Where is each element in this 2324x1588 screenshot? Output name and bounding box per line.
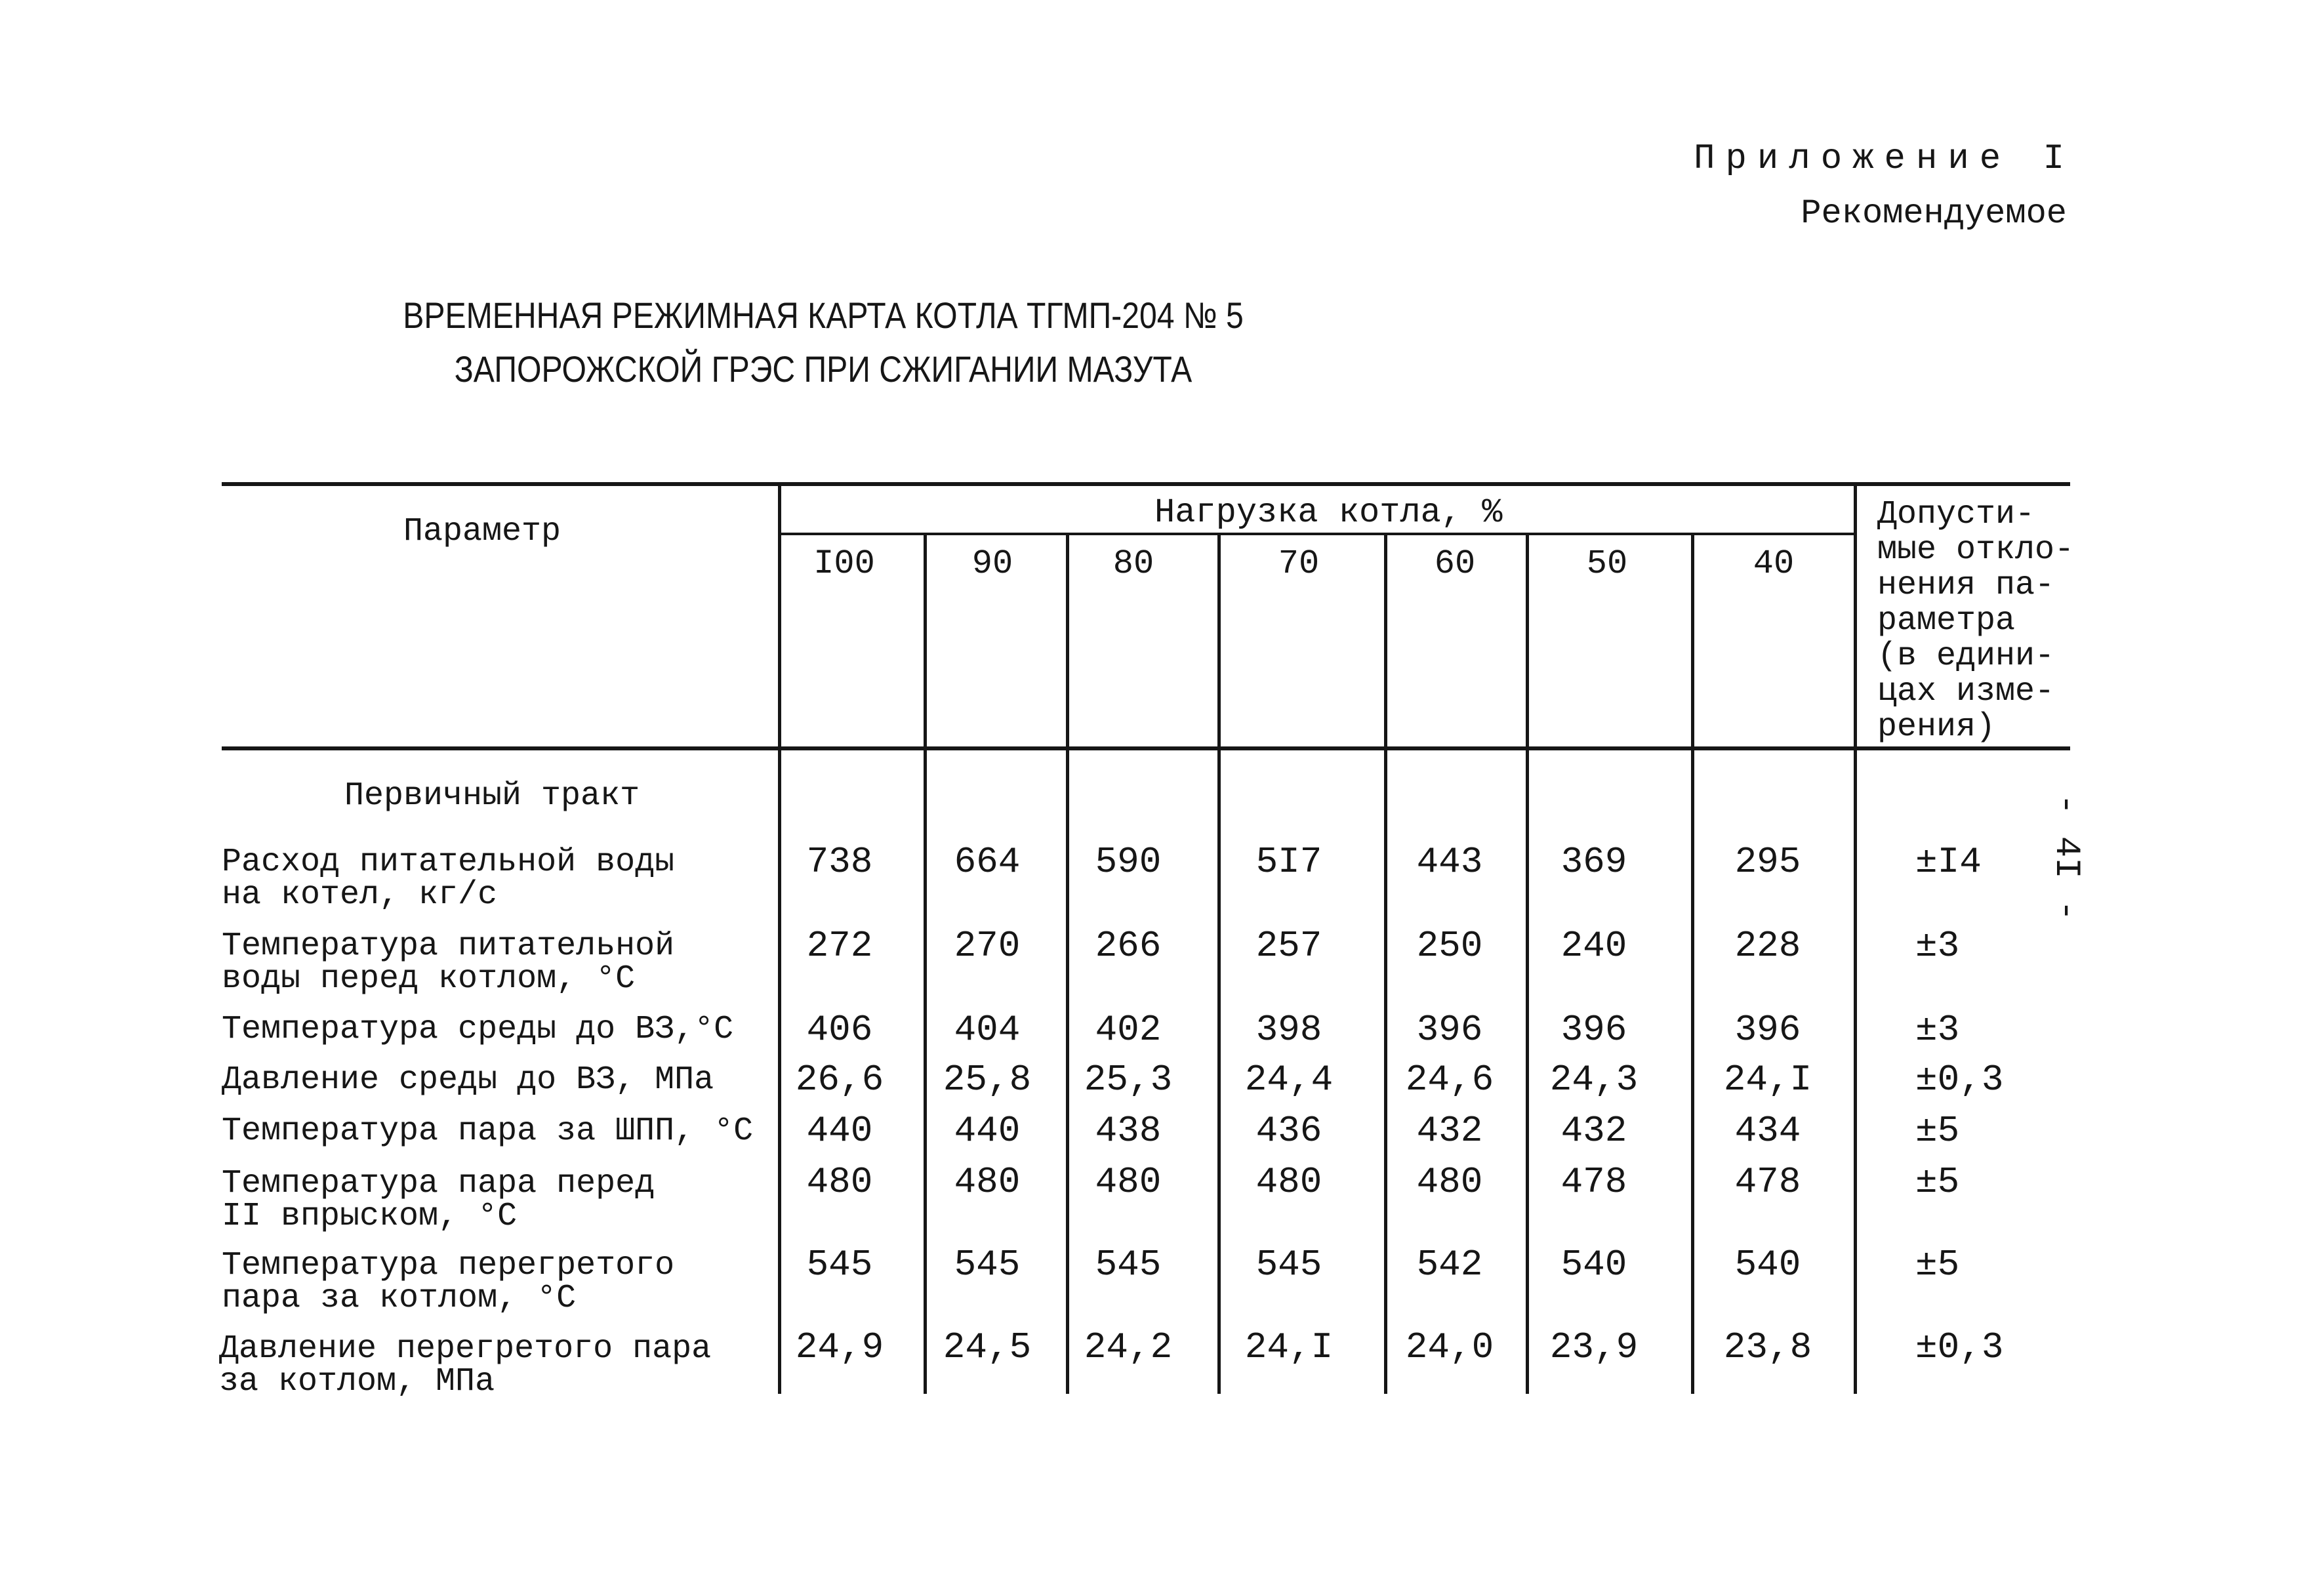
- load-level-header: 60: [1434, 544, 1476, 583]
- row-value: 250: [1416, 925, 1483, 967]
- header-parameter: Параметр: [403, 513, 561, 550]
- row-value: 478: [1734, 1161, 1801, 1203]
- row-value: 266: [1095, 925, 1162, 967]
- row-deviation: ±3: [1915, 1009, 1960, 1051]
- row-label: Температура среды до ВЗ,°С: [222, 1011, 734, 1048]
- row-value: 738: [806, 841, 873, 883]
- row-value: 295: [1734, 841, 1801, 883]
- row-value: 402: [1095, 1009, 1162, 1051]
- header-allowed-deviation: Допусти- мые откло- нения па- раметра (в едини- цах изме- рения): [1877, 496, 2075, 746]
- document-title: [115, 289, 1532, 396]
- recommended-label: Рекомендуемое: [1801, 194, 2067, 233]
- row-value: 443: [1416, 841, 1483, 883]
- row-value: 396: [1416, 1009, 1483, 1051]
- row-label: Давление среды до ВЗ, МПа: [222, 1061, 714, 1099]
- row-value: 24,3: [1549, 1059, 1639, 1101]
- row-value: 440: [806, 1110, 873, 1152]
- load-column-rule: [1217, 533, 1221, 1394]
- appendix-label: Приложение I: [1694, 139, 2075, 179]
- table-header-bottom-rule: [222, 746, 2070, 750]
- row-label: Температура питательной воды перед котлом, °С: [222, 927, 675, 998]
- row-label: Расход питательной воды на котел, кг/с: [222, 844, 675, 914]
- row-label: Температура перегретого пара за котлом, °С: [222, 1247, 675, 1317]
- row-value: 24,4: [1244, 1059, 1334, 1101]
- row-value: 396: [1560, 1009, 1627, 1051]
- row-deviation: ±0,3: [1915, 1326, 2004, 1368]
- row-value: 478: [1560, 1161, 1627, 1203]
- row-value: 257: [1255, 925, 1322, 967]
- row-value: 404: [954, 1009, 1021, 1051]
- load-level-header: 90: [971, 544, 1013, 583]
- load-level-header: I00: [813, 544, 875, 583]
- load-level-header: 50: [1586, 544, 1628, 583]
- row-value: 369: [1560, 841, 1627, 883]
- row-value: 542: [1416, 1244, 1483, 1286]
- row-deviation: ±5: [1915, 1244, 1960, 1286]
- row-value: 480: [954, 1161, 1021, 1203]
- load-level-header: 80: [1112, 544, 1154, 583]
- row-deviation: ±5: [1915, 1110, 1960, 1152]
- row-value: 24,6: [1405, 1059, 1494, 1101]
- row-deviation: ±I4: [1915, 841, 1982, 883]
- row-value: 24,I: [1723, 1059, 1812, 1101]
- row-value: 24,0: [1405, 1326, 1494, 1368]
- row-value: 406: [806, 1009, 873, 1051]
- page-number: - 4I -: [2046, 794, 2086, 922]
- row-value: 398: [1255, 1009, 1322, 1051]
- row-value: 545: [1095, 1244, 1162, 1286]
- row-value: 24,2: [1084, 1326, 1173, 1368]
- row-value: 396: [1734, 1009, 1801, 1051]
- row-value: 228: [1734, 925, 1801, 967]
- header-boiler-load: Нагрузка котла, %: [1154, 493, 1503, 532]
- row-value: 480: [1095, 1161, 1162, 1203]
- row-value: 26,6: [795, 1059, 884, 1101]
- table-top-rule: [222, 482, 2070, 486]
- row-value: 272: [806, 925, 873, 967]
- row-deviation: ±0,3: [1915, 1059, 2004, 1101]
- row-value: 480: [1255, 1161, 1322, 1203]
- row-value: 270: [954, 925, 1021, 967]
- row-value: 438: [1095, 1110, 1162, 1152]
- row-value: 545: [954, 1244, 1021, 1286]
- row-value: 436: [1255, 1110, 1322, 1152]
- row-value: 25,8: [943, 1059, 1032, 1101]
- document-title-line-2: ЗАПОРОЖСКОЙ ГРЭС ПРИ СЖИГАНИИ МАЗУТА: [454, 348, 1193, 390]
- load-level-header: 40: [1753, 544, 1795, 583]
- row-value: 240: [1560, 925, 1627, 967]
- row-value: 480: [1416, 1161, 1483, 1203]
- row-value: 23,9: [1549, 1326, 1639, 1368]
- row-value: 24,9: [795, 1326, 884, 1368]
- row-label: Температура пара перед II впрыском, °С: [222, 1165, 655, 1235]
- load-level-header: 70: [1278, 544, 1320, 583]
- row-deviation: ±5: [1915, 1161, 1960, 1203]
- row-value: 23,8: [1723, 1326, 1812, 1368]
- row-deviation: ±3: [1915, 925, 1960, 967]
- deviation-column-rule: [1854, 482, 1857, 1394]
- row-value: 432: [1416, 1110, 1483, 1152]
- row-value: 24,5: [943, 1326, 1032, 1368]
- row-value: 5I7: [1255, 841, 1322, 883]
- row-value: 664: [954, 841, 1021, 883]
- document-title-line-1: ВРЕМЕННАЯ РЕЖИМНАЯ КАРТА КОТЛА ТГМП-204 № 5: [403, 295, 1244, 336]
- row-value: 24,I: [1244, 1326, 1334, 1368]
- row-value: 545: [806, 1244, 873, 1286]
- row-label: Температура пара за ШПП, °С: [222, 1112, 754, 1150]
- row-label: Давление перегретого пара за котлом, МПа: [219, 1330, 712, 1400]
- row-value: 25,3: [1084, 1059, 1173, 1101]
- row-value: 440: [954, 1110, 1021, 1152]
- load-header-rule: [781, 533, 1856, 535]
- row-value: 545: [1255, 1244, 1322, 1286]
- section-primary-path: Первичный тракт: [344, 777, 640, 815]
- row-value: 540: [1560, 1244, 1627, 1286]
- row-value: 540: [1734, 1244, 1801, 1286]
- row-value: 590: [1095, 841, 1162, 883]
- row-value: 432: [1560, 1110, 1627, 1152]
- load-column-rule: [1691, 533, 1694, 1394]
- row-value: 480: [806, 1161, 873, 1203]
- row-value: 434: [1734, 1110, 1801, 1152]
